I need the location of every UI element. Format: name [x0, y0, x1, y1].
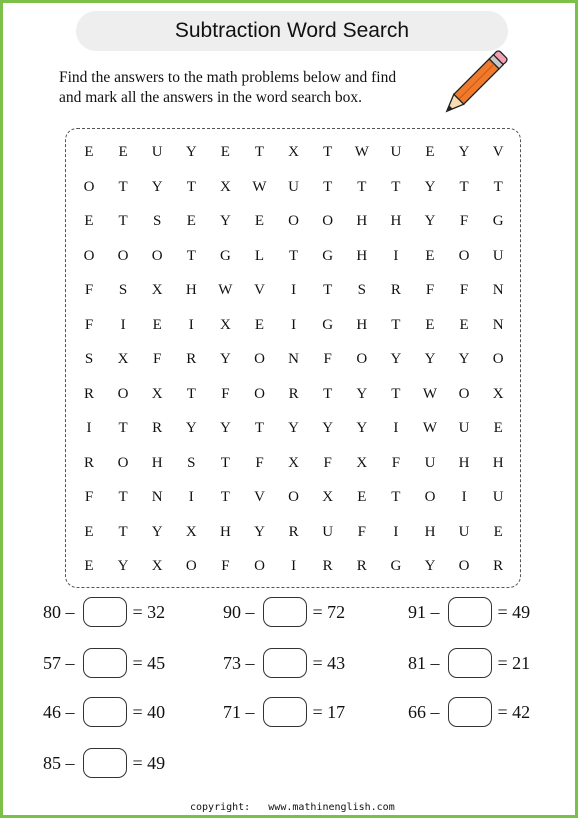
- problem-result: = 49: [497, 601, 531, 622]
- grid-letter[interactable]: I: [393, 420, 399, 436]
- grid-letter[interactable]: E: [425, 247, 435, 264]
- copyright-label: copyright:: [190, 802, 251, 813]
- grid-letter[interactable]: O: [185, 558, 197, 574]
- grid-letter[interactable]: U: [390, 144, 402, 160]
- pencil-icon: [439, 41, 511, 125]
- grid-letter[interactable]: X: [219, 178, 231, 195]
- grid-letter[interactable]: E: [84, 523, 94, 540]
- subtraction-problem: [43, 648, 165, 678]
- problem-minuend: 73 –: [223, 652, 255, 673]
- grid-letter[interactable]: N: [288, 351, 300, 367]
- grid-letter[interactable]: V: [254, 282, 265, 298]
- grid-letter[interactable]: I: [188, 489, 194, 505]
- grid-letter[interactable]: F: [255, 454, 264, 471]
- grid-letter[interactable]: H: [492, 454, 504, 471]
- grid-letter[interactable]: W: [252, 178, 267, 195]
- grid-letter[interactable]: H: [185, 282, 197, 298]
- grid-letter[interactable]: E: [254, 213, 265, 229]
- grid-letter[interactable]: T: [493, 178, 503, 195]
- grid-letter[interactable]: Y: [185, 420, 197, 436]
- grid-letter[interactable]: F: [459, 213, 469, 229]
- problem-result: = 43: [312, 652, 346, 673]
- grid-letter[interactable]: R: [390, 282, 401, 298]
- grid-letter[interactable]: E: [493, 523, 503, 540]
- grid-letter[interactable]: E: [152, 316, 162, 333]
- subtraction-problem: [223, 597, 345, 627]
- answer-box[interactable]: [448, 697, 492, 727]
- grid-letter[interactable]: T: [118, 178, 128, 195]
- grid-letter[interactable]: T: [391, 316, 401, 333]
- problem-minuend: 57 –: [43, 652, 75, 673]
- grid-letter[interactable]: O: [458, 247, 470, 264]
- grid-letter[interactable]: O: [458, 385, 470, 402]
- grid-letter[interactable]: E: [84, 558, 94, 574]
- grid-letter[interactable]: R: [288, 385, 299, 402]
- grid-letter[interactable]: F: [323, 351, 332, 367]
- grid-letter[interactable]: Y: [151, 523, 163, 540]
- grid-letter[interactable]: O: [151, 247, 163, 264]
- grid-letter[interactable]: O: [117, 247, 129, 264]
- grid-letter[interactable]: R: [186, 351, 197, 367]
- grid-letter[interactable]: I: [120, 316, 126, 333]
- grid-letter[interactable]: Y: [356, 385, 368, 402]
- grid-letter[interactable]: W: [218, 282, 233, 298]
- answer-box[interactable]: [448, 648, 492, 678]
- problem-result: = 72: [312, 601, 346, 622]
- grid-letter[interactable]: O: [424, 489, 436, 505]
- grid-letter[interactable]: O: [117, 454, 129, 471]
- word-search-grid: [65, 128, 521, 588]
- instructions-line-2: and mark all the answers in the word search box.: [59, 89, 363, 106]
- subtraction-problem: [43, 697, 165, 727]
- subtraction-problem: [408, 597, 530, 627]
- copyright-footer: [190, 802, 395, 813]
- grid-letter[interactable]: X: [151, 558, 163, 574]
- grid-letter[interactable]: E: [459, 316, 469, 333]
- grid-letter[interactable]: T: [220, 489, 230, 505]
- grid-letter[interactable]: T: [118, 523, 128, 540]
- grid-letter[interactable]: T: [391, 178, 401, 195]
- grid-letter[interactable]: O: [254, 351, 265, 367]
- grid-letter[interactable]: U: [458, 523, 470, 540]
- grid-letter[interactable]: Y: [458, 144, 470, 160]
- grid-letter[interactable]: T: [289, 247, 299, 264]
- page-title: Subtraction Word Search: [174, 19, 410, 42]
- grid-letter[interactable]: R: [288, 523, 299, 540]
- instructions: [59, 68, 439, 108]
- grid-letter[interactable]: T: [220, 454, 230, 471]
- grid-letter[interactable]: U: [288, 178, 300, 195]
- grid-letter[interactable]: U: [151, 144, 163, 160]
- grid-letter[interactable]: S: [118, 282, 128, 298]
- grid-letter[interactable]: Y: [117, 558, 129, 574]
- problem-result: = 42: [497, 701, 531, 722]
- grid-letter[interactable]: F: [323, 454, 332, 471]
- subtraction-problem: [43, 748, 165, 778]
- grid-letter[interactable]: H: [219, 523, 231, 540]
- grid-letter[interactable]: S: [357, 282, 366, 298]
- grid-letter[interactable]: Y: [288, 420, 300, 436]
- grid-letter[interactable]: X: [356, 454, 368, 471]
- grid-letter[interactable]: Y: [254, 523, 265, 540]
- grid-letter[interactable]: H: [151, 454, 163, 471]
- grid-letter[interactable]: I: [393, 247, 399, 264]
- grid-letter[interactable]: R: [152, 420, 163, 436]
- grid-letter[interactable]: U: [424, 454, 436, 471]
- grid-letter[interactable]: G: [322, 247, 334, 264]
- instructions-line-1: Find the answers to the math problems below and find: [59, 69, 397, 86]
- grid-letter[interactable]: O: [254, 385, 265, 402]
- problem-result: = 40: [132, 701, 166, 722]
- grid-letter[interactable]: T: [323, 282, 333, 298]
- subtraction-problem: [408, 648, 530, 678]
- answer-box[interactable]: [83, 597, 127, 627]
- grid-letter[interactable]: E: [84, 144, 94, 160]
- problem-minuend: 90 –: [223, 601, 255, 622]
- grid-letter[interactable]: X: [288, 144, 300, 160]
- grid-letter[interactable]: F: [221, 558, 230, 574]
- grid-letter[interactable]: O: [288, 213, 300, 229]
- answer-box[interactable]: [263, 697, 307, 727]
- grid-letter[interactable]: V: [492, 144, 504, 160]
- website-link[interactable]: www.mathinenglish.com: [268, 802, 395, 813]
- grid-letter[interactable]: E: [254, 316, 265, 333]
- grid-letter[interactable]: E: [84, 213, 94, 229]
- grid-letter[interactable]: O: [356, 351, 368, 367]
- grid-letter[interactable]: T: [323, 385, 333, 402]
- grid-letter[interactable]: V: [254, 489, 265, 505]
- grid-letter[interactable]: U: [322, 523, 334, 540]
- grid-letter[interactable]: R: [83, 385, 94, 402]
- grid-letter[interactable]: N: [151, 489, 163, 505]
- grid-letter[interactable]: I: [291, 558, 297, 574]
- grid-letter[interactable]: X: [492, 385, 504, 402]
- grid-letter[interactable]: S: [84, 351, 94, 367]
- problem-result: = 32: [132, 601, 166, 622]
- answer-box[interactable]: [448, 597, 492, 627]
- problem-minuend: 66 –: [408, 701, 440, 722]
- problem-minuend: 81 –: [408, 652, 440, 673]
- grid-letter[interactable]: T: [391, 385, 401, 402]
- grid-letter[interactable]: O: [288, 489, 300, 505]
- grid-letter[interactable]: H: [356, 247, 368, 264]
- grid-letter[interactable]: W: [354, 144, 369, 160]
- grid-letter[interactable]: F: [84, 282, 94, 298]
- grid-letter[interactable]: E: [220, 144, 230, 160]
- grid-letter[interactable]: T: [391, 489, 401, 505]
- grid-letter[interactable]: L: [254, 247, 265, 264]
- grid-letter[interactable]: Y: [424, 213, 436, 229]
- grid-letter[interactable]: T: [186, 247, 196, 264]
- grid-letter[interactable]: X: [151, 385, 163, 402]
- problem-minuend: 91 –: [408, 601, 440, 622]
- answer-box[interactable]: [83, 748, 127, 778]
- grid-letter[interactable]: G: [322, 316, 334, 333]
- grid-letter[interactable]: U: [458, 420, 470, 436]
- grid-letter[interactable]: Y: [185, 144, 197, 160]
- grid-letter[interactable]: X: [151, 282, 163, 298]
- subtraction-problem: [43, 597, 165, 627]
- grid-letter[interactable]: E: [118, 144, 128, 160]
- grid-letter[interactable]: N: [492, 282, 504, 298]
- grid-letter[interactable]: S: [153, 213, 162, 229]
- grid-letter[interactable]: Y: [322, 420, 334, 436]
- grid-letter[interactable]: O: [322, 213, 334, 229]
- grid-letter[interactable]: H: [356, 316, 368, 333]
- problem-result: = 49: [132, 752, 166, 773]
- grid-letter[interactable]: N: [492, 316, 504, 333]
- grid-letter[interactable]: G: [492, 213, 504, 229]
- grid-letter[interactable]: F: [153, 351, 162, 367]
- problem-result: = 45: [132, 652, 166, 673]
- grid-letter[interactable]: H: [356, 213, 368, 229]
- grid-letter[interactable]: H: [458, 454, 470, 471]
- grid-letter[interactable]: T: [323, 178, 333, 195]
- grid-letter[interactable]: I: [188, 316, 194, 333]
- grid-letter[interactable]: X: [322, 489, 334, 505]
- grid-letter[interactable]: F: [425, 282, 435, 298]
- grid-letter[interactable]: H: [390, 213, 402, 229]
- grid-letter[interactable]: T: [186, 385, 196, 402]
- grid-letter[interactable]: O: [492, 351, 504, 367]
- grid-letter[interactable]: X: [219, 316, 231, 333]
- problem-result: = 21: [497, 652, 531, 673]
- grid-letter[interactable]: O: [83, 178, 95, 195]
- grid-letter[interactable]: R: [83, 454, 94, 471]
- grid-letter[interactable]: T: [459, 178, 469, 195]
- grid-letter[interactable]: E: [357, 489, 367, 505]
- problem-result: = 17: [312, 701, 346, 722]
- grid-letter[interactable]: O: [83, 247, 95, 264]
- grid-letter[interactable]: O: [117, 385, 129, 402]
- grid-letter[interactable]: Y: [458, 351, 470, 367]
- grid-letter[interactable]: O: [254, 558, 265, 574]
- answer-box[interactable]: [263, 597, 307, 627]
- grid-letter[interactable]: T: [254, 144, 265, 160]
- grid-letter[interactable]: E: [493, 420, 503, 436]
- grid-letter[interactable]: W: [422, 420, 438, 436]
- grid-letter[interactable]: I: [291, 282, 297, 298]
- grid-letter[interactable]: R: [322, 558, 333, 574]
- grid-letter[interactable]: Y: [424, 351, 436, 367]
- grid-letter[interactable]: T: [118, 213, 128, 229]
- grid-letter[interactable]: E: [186, 213, 196, 229]
- grid-letter[interactable]: F: [357, 523, 366, 540]
- subtraction-problem: [408, 697, 530, 727]
- grid-letter[interactable]: T: [323, 144, 333, 160]
- answer-box[interactable]: [83, 697, 127, 727]
- grid-letter[interactable]: O: [458, 558, 470, 574]
- grid-letter[interactable]: Y: [219, 351, 231, 367]
- grid-letter[interactable]: T: [357, 178, 367, 195]
- grid-letter[interactable]: Y: [219, 213, 231, 229]
- problem-minuend: 46 –: [43, 701, 75, 722]
- grid-letter[interactable]: F: [84, 316, 94, 333]
- grid-letter[interactable]: T: [118, 489, 128, 505]
- grid-letter[interactable]: Y: [219, 420, 231, 436]
- grid-letter[interactable]: Y: [424, 178, 436, 195]
- grid-letter[interactable]: I: [86, 420, 92, 436]
- problem-minuend: 80 –: [43, 601, 75, 622]
- problem-minuend: 71 –: [223, 701, 255, 722]
- grid-letter[interactable]: F: [459, 282, 469, 298]
- grid-letter[interactable]: I: [291, 316, 297, 333]
- grid-letter[interactable]: T: [254, 420, 265, 436]
- grid-letter[interactable]: E: [425, 144, 435, 160]
- grid-letter[interactable]: X: [185, 523, 197, 540]
- grid-letter[interactable]: S: [187, 454, 196, 471]
- answer-box[interactable]: [263, 648, 307, 678]
- grid-letter[interactable]: F: [221, 385, 230, 402]
- grid-letter[interactable]: F: [391, 454, 401, 471]
- grid-letter[interactable]: U: [492, 489, 504, 505]
- grid-letter[interactable]: G: [219, 247, 231, 264]
- grid-letter[interactable]: Y: [390, 351, 402, 367]
- grid-letter[interactable]: X: [117, 351, 129, 367]
- answer-box[interactable]: [83, 648, 127, 678]
- grid-letter[interactable]: I: [461, 489, 467, 505]
- grid-letter[interactable]: E: [425, 316, 435, 333]
- grid-letter[interactable]: G: [390, 558, 402, 574]
- grid-letter[interactable]: T: [186, 178, 196, 195]
- grid-letter[interactable]: W: [422, 385, 438, 402]
- grid-letter[interactable]: T: [118, 420, 128, 436]
- subtraction-problem: [223, 697, 345, 727]
- grid-letter[interactable]: H: [424, 523, 436, 540]
- grid-letter[interactable]: U: [492, 247, 504, 264]
- problem-minuend: 85 –: [43, 752, 75, 773]
- grid-letter[interactable]: Y: [356, 420, 368, 436]
- grid-letter[interactable]: I: [393, 523, 399, 540]
- grid-letter[interactable]: Y: [151, 178, 163, 195]
- grid-letter[interactable]: R: [493, 558, 504, 574]
- grid-letter[interactable]: Y: [424, 558, 436, 574]
- grid-letter[interactable]: R: [356, 558, 367, 574]
- subtraction-problem: [223, 648, 345, 678]
- grid-letter[interactable]: F: [84, 489, 94, 505]
- grid-letter[interactable]: X: [288, 454, 300, 471]
